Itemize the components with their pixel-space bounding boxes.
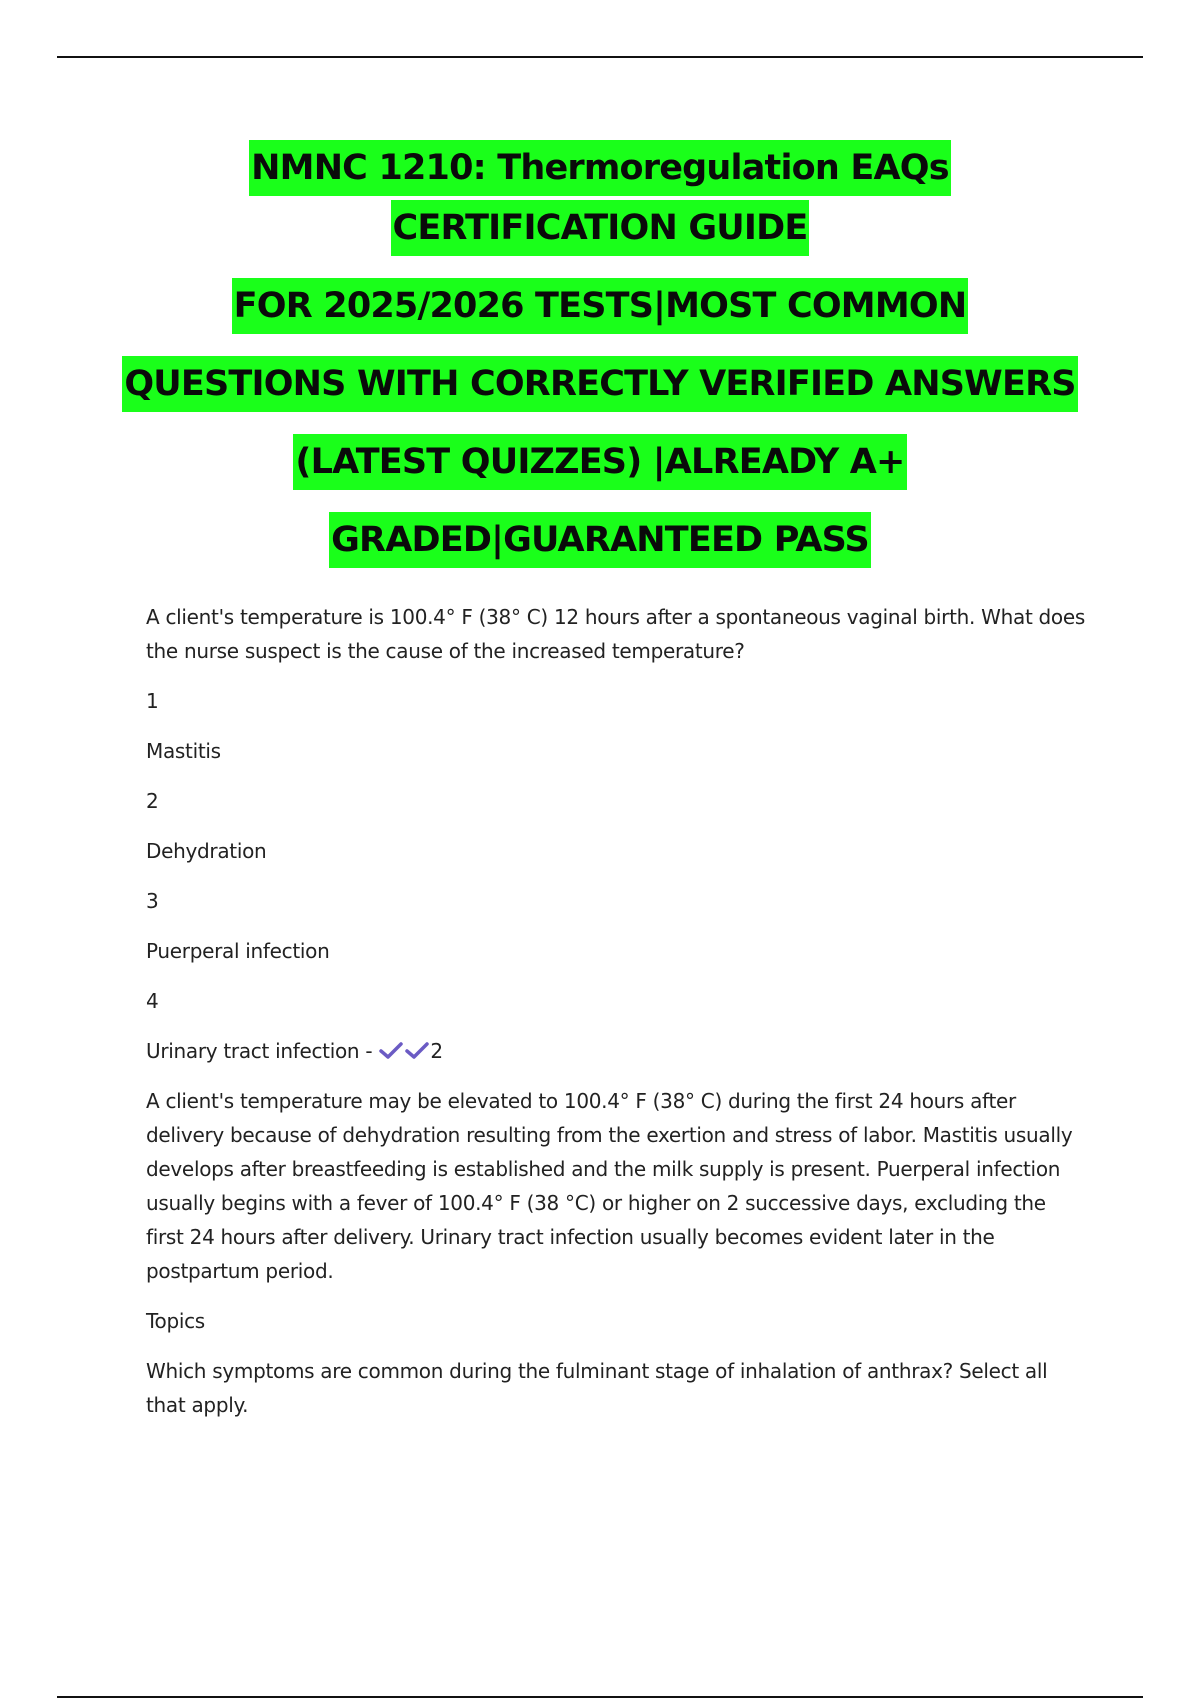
option-1-text: Mastitis xyxy=(146,739,221,763)
question-1-prompt: A client's temperature is 100.4° F (38° C) 12 hours after a spontaneous vaginal birth. What does the nurse suspect is the cause of the increased temperature? xyxy=(146,605,1085,663)
option-4-text: Urinary tract infection - xyxy=(146,1039,373,1063)
title-line-2: CERTIFICATION GUIDE xyxy=(391,200,810,256)
option-3-text: Puerperal infection xyxy=(146,939,330,963)
title-line-3: FOR 2025/2026 TESTS|MOST COMMON xyxy=(232,278,969,334)
title-line-5: (LATEST QUIZZES) |ALREADY A+ xyxy=(293,434,906,490)
option-3-number: 3 xyxy=(146,889,159,913)
document-body xyxy=(146,600,1086,1422)
option-4-line xyxy=(146,1034,1086,1068)
title-line-6: GRADED|GUARANTEED PASS xyxy=(329,512,871,568)
top-rule xyxy=(57,56,1143,58)
question-2-prompt: Which symptoms are common during the fulminant stage of inhalation of anthrax? Select all that apply. xyxy=(146,1359,1048,1417)
document-title xyxy=(0,140,1200,568)
title-line-4: QUESTIONS WITH CORRECTLY VERIFIED ANSWERS xyxy=(122,356,1077,412)
bottom-rule xyxy=(57,1696,1143,1698)
option-1-number: 1 xyxy=(146,689,159,713)
option-2-text: Dehydration xyxy=(146,839,267,863)
option-4-number: 4 xyxy=(146,989,159,1013)
option-2-number: 2 xyxy=(146,789,159,813)
correct-answer: 2 xyxy=(430,1039,443,1063)
check-icon xyxy=(378,1041,404,1061)
topics-label: Topics xyxy=(146,1309,205,1333)
rationale: A client's temperature may be elevated to 100.4° F (38° C) during the first 24 hours after delivery because of dehydration resulting from the exertion and stress of labor. Mastitis usually develops after breastfeeding is established and the milk supply is present. Puerperal infection usually begins with a fever of 100.4° F (38 °C) or higher on 2 successive days, excluding the first 24 hours after delivery. Urinary tract infection usually becomes evident later in the postpartum period. xyxy=(146,1089,1073,1283)
check-icon xyxy=(404,1041,430,1061)
title-line-1: NMNC 1210: Thermoregulation EAQs xyxy=(249,140,951,196)
